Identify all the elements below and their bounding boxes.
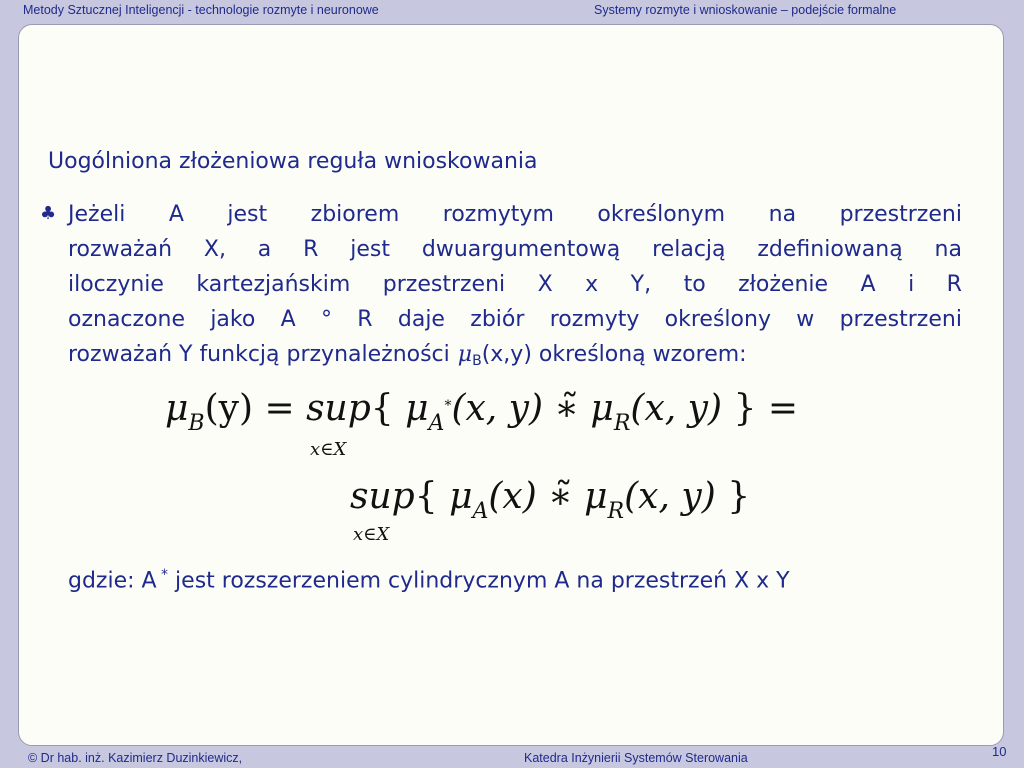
paragraph-word: A — [168, 202, 184, 227]
paragraph-word: jest — [350, 237, 391, 262]
paragraph-word: przestrzeni — [382, 272, 506, 297]
paragraph-word: w — [796, 307, 815, 332]
paragraph-word: złożenie — [738, 272, 829, 297]
header-topic-title: Systemy rozmyte i wnioskowanie – podejście formalne — [594, 3, 897, 17]
paragraph-line — [68, 302, 962, 337]
membership-function-symbol: $\mu_B(x,y)$ określoną wzorem: — [457, 342, 747, 369]
paragraph-word: R — [357, 307, 373, 332]
paragraph-word: Jeżeli — [68, 202, 126, 227]
paragraph-word: x — [585, 272, 599, 297]
paragraph-word: dwuargumentową — [421, 237, 621, 262]
paragraph-word: określony — [664, 307, 771, 332]
paragraph-word: iloczynie — [68, 272, 164, 297]
paragraph-text: rozważań Y funkcją przynależności — [68, 342, 450, 367]
paragraph-line — [68, 197, 962, 232]
paragraph-word: rozmyty — [549, 307, 640, 332]
paragraph-word: zdefiniowaną — [757, 237, 903, 262]
paragraph-word: daje — [397, 307, 445, 332]
paragraph-word: A — [860, 272, 876, 297]
formula-line-2: sup{ $\mu_A(x)$ ∗̃ $\mu_R(x$, y) } — [350, 476, 751, 524]
paragraph-word: określonym — [597, 202, 726, 227]
paragraph-word: A — [280, 307, 296, 332]
paragraph-word: X, — [203, 237, 226, 262]
paragraph-word: i — [908, 272, 915, 297]
footer-author: © Dr hab. inż. Kazimierz Duzinkiewicz, — [28, 751, 243, 765]
paragraph-word: zbiór — [470, 307, 525, 332]
club-suit-icon: ♣ — [40, 203, 57, 224]
paragraph-word: Y, — [630, 272, 652, 297]
paragraph-word: R — [946, 272, 962, 297]
slide-title: Uogólniona złożeniowa reguła wnioskowania — [48, 149, 538, 174]
paragraph-word: oznaczone — [68, 307, 186, 332]
paragraph-word: R — [303, 237, 319, 262]
footer-department: Katedra Inżynierii Systemów Sterowania — [524, 751, 748, 765]
definition-paragraph — [68, 197, 962, 379]
note-text: gdzie: A * jest rozszerzeniem cylindrycznym A na przestrzeń X x Y — [68, 567, 790, 594]
paragraph-word: na — [768, 202, 797, 227]
header-course-title: Metody Sztucznej Inteligencji - technologie rozmyte i neuronowe — [23, 3, 379, 17]
paragraph-word: rozmytym — [442, 202, 554, 227]
formula-line-1: $\mu_B(y) = sup${ $\mu_A^*(x$, y) ∗̃ $\mu_R(x$, y) } = — [165, 388, 798, 436]
paragraph-word: jest — [227, 202, 268, 227]
paragraph-line — [68, 337, 962, 379]
paragraph-word: kartezjańskim — [196, 272, 351, 297]
slide-panel — [18, 24, 1004, 746]
paragraph-word: przestrzeni — [839, 202, 962, 227]
paragraph-word: rozważań — [68, 237, 173, 262]
sup-subscript-1: x∈X — [310, 439, 347, 460]
page-number: 10 — [992, 744, 1007, 759]
paragraph-word: jako — [210, 307, 256, 332]
paragraph-word: przestrzeni — [839, 307, 962, 332]
paragraph-line — [68, 232, 962, 267]
sup-subscript-2: x∈X — [353, 524, 390, 545]
paragraph-word: ° — [320, 307, 332, 332]
paragraph-word: relacją — [652, 237, 726, 262]
paragraph-line — [68, 267, 962, 302]
paragraph-word: to — [683, 272, 706, 297]
paragraph-word: X — [537, 272, 553, 297]
paragraph-word: zbiorem — [310, 202, 400, 227]
paragraph-word: a — [257, 237, 272, 262]
paragraph-word: na — [934, 237, 962, 262]
